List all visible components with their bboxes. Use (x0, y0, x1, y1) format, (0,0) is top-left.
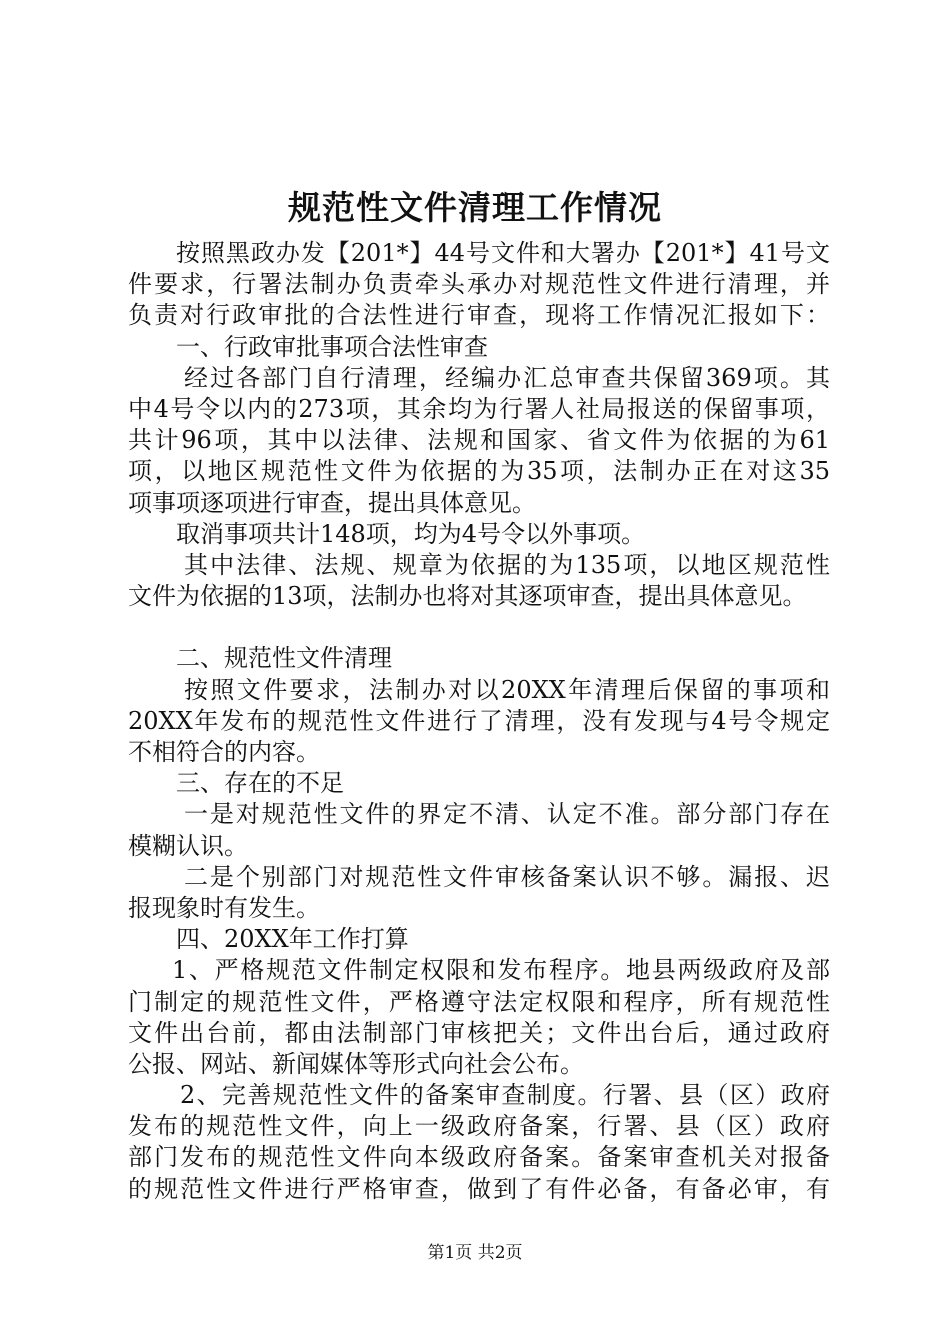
paragraph-line: 按照文件要求，法制办对以20XX年清理后保留的事项和 (184, 675, 830, 704)
paragraph-line: 2、完善规范性文件的备案审查制度。行署、县（区）政府 (180, 1081, 830, 1110)
paragraph-line: 发布的规范性文件，向上一级政府备案，行署、县（区）政府 (128, 1112, 830, 1141)
page-footer: 第1页 共2页 (427, 1243, 523, 1263)
paragraph-line: 一是对规范性文件的界定不清、认定不准。部分部门存在 (184, 800, 830, 829)
paragraph-line: 件要求，行署法制办负责牵头承办对规范性文件进行清理，并 (128, 270, 830, 299)
document-title: 规范性文件清理工作情况 (288, 188, 662, 227)
section-heading: 一、行政审批事项合法性审查 (176, 332, 488, 361)
paragraph-line: 部门发布的规范性文件向本级政府备案。备案审查机关对报备 (128, 1143, 830, 1172)
blank-line (128, 612, 830, 643)
paragraph-line: 二是个别部门对规范性文件审核备案认识不够。漏报、迟 (184, 862, 830, 891)
paragraph-line: 项事项逐项进行审查，提出具体意见。 (128, 488, 536, 517)
paragraph-line: 20XX年发布的规范性文件进行了清理，没有发现与4号令规定 (128, 706, 830, 735)
paragraph-line: 的规范性文件进行严格审查，做到了有件必备，有备必审，有 (128, 1174, 830, 1203)
document-body (128, 238, 830, 1205)
section-heading: 三、存在的不足 (176, 769, 344, 798)
paragraph-line: 取消事项共计148项，均为4号令以外事项。 (176, 519, 646, 548)
paragraph-line: 项，以地区规范性文件为依据的为35项，法制办正在对这35 (128, 457, 830, 486)
paragraph-line: 1、严格规范文件制定权限和发布程序。地县两级政府及部 (172, 956, 830, 985)
paragraph-line: 经过各部门自行清理，经编办汇总审查共保留369项。其 (184, 363, 830, 392)
paragraph-line: 公报、网站、新闻媒体等形式向社会公布。 (128, 1049, 584, 1078)
paragraph-line: 负责对行政审批的合法性进行审查，现将工作情况汇报如下： (128, 301, 830, 330)
paragraph-line: 共计96项，其中以法律、法规和国家、省文件为依据的为61 (128, 426, 830, 455)
paragraph-line: 报现象时有发生。 (128, 893, 320, 922)
paragraph-line: 中4号令以内的273项，其余均为行署人社局报送的保留事项， (128, 394, 830, 423)
section-heading: 四、20XX年工作打算 (176, 925, 409, 954)
paragraph-line: 按照黑政办发【201*】44号文件和大署办【201*】41号文 (176, 239, 830, 267)
paragraph-line: 门制定的规范性文件，严格遵守法定权限和程序，所有规范性 (128, 987, 830, 1016)
paragraph-line: 文件为依据的13项，法制办也将对其逐项审查，提出具体意见。 (128, 582, 807, 611)
paragraph-line: 文件出台前，都由法制部门审核把关；文件出台后，通过政府 (128, 1018, 830, 1047)
paragraph-line: 模糊认识。 (128, 831, 248, 860)
section-heading: 二、规范性文件清理 (176, 644, 392, 673)
paragraph-line: 其中法律、法规、规章为依据的为135项，以地区规范性 (184, 550, 830, 579)
paragraph-line: 不相符合的内容。 (128, 738, 320, 766)
